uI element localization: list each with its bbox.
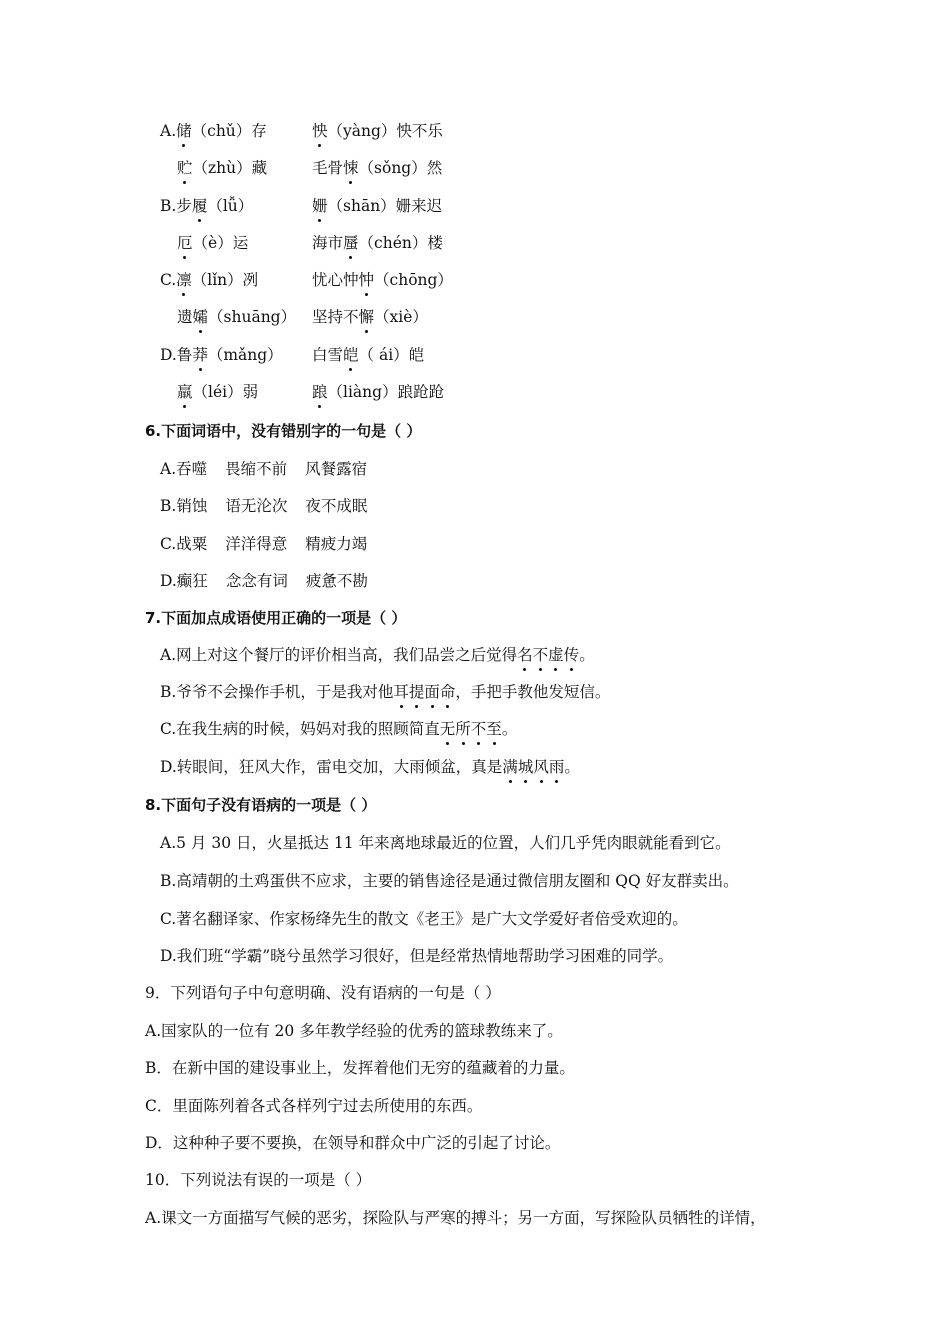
text: 毛骨: [312, 159, 344, 177]
dotted-char: 所: [455, 720, 471, 738]
word: 精疲力竭: [305, 535, 368, 553]
q5-option-b-line1-col2: [312, 196, 442, 216]
dotted-char: 履: [191, 197, 208, 215]
text: （léi）弱: [192, 383, 259, 401]
text: D.鲁: [160, 346, 193, 364]
text: A.网上对这个餐厅的评价相当高，我们品尝之后觉得: [160, 646, 518, 664]
q5-option-c-line1-col2: [312, 270, 453, 290]
word: B.销蚀: [160, 497, 208, 515]
q7-option-b: [160, 682, 610, 702]
dotted-char: 虚: [548, 646, 564, 664]
q5-option-d-line2-col2: [312, 382, 444, 402]
q7-option-c: [160, 719, 517, 739]
word: 念念有词: [225, 572, 288, 590]
text: （yàng）怏不乐: [327, 122, 443, 140]
word: 疲惫不勘: [305, 572, 368, 590]
q9-option-a: A.国家队的一位有 20 多年教学经验的优秀的篮球教练来了。: [145, 1022, 563, 1040]
text: B.步: [160, 197, 192, 215]
q8-option-b: B.高靖朝的土鸡蛋供不应求，主要的销售途径是通过微信朋友圈和 QQ 好友群卖出。: [160, 872, 739, 890]
text: C.在我生病的时候，妈妈对我的照顾简直: [160, 720, 440, 738]
q9-option-d: D．这种种子要不要换，在领导和群众中广泛的引起了讨论。: [145, 1134, 561, 1152]
text: 白雪: [312, 346, 344, 364]
q7-option-a: [160, 645, 595, 665]
dotted-char: 面: [424, 683, 440, 701]
dotted-char: 无: [439, 720, 456, 738]
q5-option-a-line1-col2: [312, 121, 443, 141]
q5-option-a-line2: [177, 158, 267, 178]
q5-option-a-line1: [160, 121, 267, 141]
text: （è）运: [192, 234, 249, 252]
word: 语无沦次: [225, 497, 288, 515]
q8-title: 8.下面句子没有语病的一项是（ ）: [145, 796, 377, 814]
dotted-char: 雨: [548, 758, 565, 776]
text: 忧心忡: [312, 271, 359, 289]
text: （xiè）: [374, 308, 428, 326]
dotted-char: 忡: [358, 271, 375, 289]
dotted-char: 不: [470, 720, 487, 738]
text: B.爷爷不会操作手机，于是我对他: [160, 683, 394, 701]
dotted-char: 传: [563, 646, 580, 664]
text: A.: [160, 122, 177, 140]
text: （chōng）: [374, 271, 453, 289]
q8-option-c: C.著名翻译家、作家杨绛先生的散文《老王》是广大文学爱好者倍受欢迎的。: [160, 910, 688, 928]
q9-option-c: C．里面陈列着各式各样列宁过去所使用的东西。: [145, 1097, 483, 1115]
text: （mǎng）: [207, 346, 283, 364]
dotted-char: 姗: [312, 197, 328, 215]
q10-option-a: A.课文一方面描写气候的恶劣，探险队与严寒的搏斗；另一方面，写探险队员牺牲的详情，: [145, 1209, 766, 1227]
q5-option-c-line1: [160, 270, 258, 290]
dotted-char: 踉: [312, 383, 328, 401]
dotted-char: 名: [517, 646, 533, 664]
q5-option-b-line2: [177, 233, 248, 253]
dotted-char: 风: [533, 758, 549, 776]
text: （shuāng）: [208, 308, 297, 326]
dotted-char: 悚: [343, 159, 359, 177]
dotted-char: 满: [502, 758, 518, 776]
text: （zhù）藏: [192, 159, 268, 177]
text: （lǚ）: [207, 197, 254, 215]
q5-option-c-line2: [177, 307, 296, 327]
dotted-char: 城: [517, 758, 534, 776]
text: （lǐn）冽: [191, 271, 259, 289]
q5-option-d-line1-col2: [312, 345, 424, 365]
q5-option-b-line2-col2: [312, 233, 443, 253]
text: 坚持不: [312, 308, 359, 326]
q5-option-c-line2-col2: [312, 307, 428, 327]
q6-option-d: [160, 571, 368, 591]
dotted-char: 至: [486, 720, 502, 738]
q8-option-a: A.5 月 30 日，火星抵达 11 年来离地球最近的位置，人们几乎凭肉眼就能看到它。: [160, 834, 731, 852]
q5-option-d-line2: [177, 382, 258, 402]
text: D.转眼间，狂风大作，雷电交加，大雨倾盆，真是: [160, 758, 503, 776]
text: 。: [564, 758, 580, 776]
text: （ ái）皑: [358, 346, 425, 364]
q5-option-b-line1: [160, 196, 253, 216]
text: （sǒng）然: [358, 159, 443, 177]
dotted-char: 贮: [177, 159, 193, 177]
dotted-char: 凛: [176, 271, 192, 289]
word: D.癫狂: [160, 572, 208, 590]
dotted-char: 耳: [393, 683, 409, 701]
q10-title: 10．下列说法有误的一项是（ ）: [145, 1171, 372, 1189]
text: （chǔ）存: [191, 122, 267, 140]
dotted-char: 莽: [192, 346, 208, 364]
word: A.吞噬: [160, 460, 208, 478]
dotted-char: 储: [176, 122, 192, 140]
text: C.: [160, 271, 177, 289]
q7-title: 7.下面加点成语使用正确的一项是（ ）: [145, 609, 407, 627]
text: 海市: [312, 234, 344, 252]
dotted-char: 懈: [358, 308, 375, 326]
q6-option-b: [160, 496, 367, 516]
dotted-char: 皑: [343, 346, 359, 364]
word: 畏缩不前: [225, 460, 288, 478]
text: ，手把手教他发短信。: [455, 683, 611, 701]
dotted-char: 羸: [177, 383, 193, 401]
text: 遗: [177, 308, 193, 326]
q6-title: 6.下面词语中，没有错别字的一句是（ ）: [145, 422, 422, 440]
text: （shān）姗来迟: [327, 197, 443, 215]
text: （chén）楼: [358, 234, 443, 252]
q5-option-d-line1: [160, 345, 283, 365]
dotted-char: 提: [408, 683, 425, 701]
text: （liàng）踉跄跄: [327, 383, 445, 401]
dotted-char: 蜃: [343, 234, 359, 252]
dotted-char: 不: [532, 646, 549, 664]
word: 夜不成眠: [305, 497, 368, 515]
text: 。: [579, 646, 595, 664]
dotted-char: 厄: [177, 234, 193, 252]
word: 洋洋得意: [225, 535, 288, 553]
q8-option-d: D.我们班“学霸”晓兮虽然学习很好，但是经常热情地帮助学习困难的同学。: [160, 947, 674, 965]
dotted-char: 命: [439, 683, 456, 701]
dotted-char: 怏: [312, 122, 328, 140]
q9-title: 9．下列语句子中句意明确、没有语病的一句是（ ）: [145, 984, 501, 1002]
q6-option-c: [160, 534, 367, 554]
dotted-char: 孀: [192, 308, 209, 326]
q6-option-a: [160, 459, 367, 479]
q7-option-d: [160, 757, 580, 777]
word: 风餐露宿: [305, 460, 368, 478]
text: 。: [501, 720, 518, 738]
q9-option-b: B．在新中国的建设事业上，发挥着他们无穷的蕴藏着的力量。: [145, 1059, 575, 1077]
q5-option-a-line2-col2: [312, 158, 442, 178]
word: C.战粟: [160, 535, 208, 553]
